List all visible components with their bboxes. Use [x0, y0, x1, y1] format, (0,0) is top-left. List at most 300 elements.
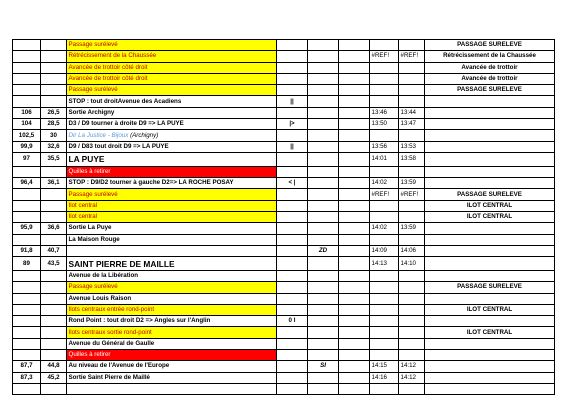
cell-time-2: [399, 40, 425, 51]
cell-km-done: 44,8: [41, 361, 67, 372]
table-row: [13, 152, 555, 166]
cell-code: [308, 223, 339, 234]
cell-direction-symbol: [277, 51, 308, 62]
cell-time-1: [370, 234, 399, 245]
cell-signage: [425, 141, 555, 152]
cell-time-2: [399, 316, 425, 327]
cell-km-done: [41, 40, 67, 51]
cell-direction-symbol: 0 I: [277, 316, 308, 327]
cell-time-1: [370, 62, 399, 73]
instruction-text: La Maison Rouge: [68, 235, 120, 243]
cell-signage: [425, 338, 555, 349]
cell-time-1: [370, 96, 399, 107]
table-row: [13, 257, 555, 271]
instruction-note: (Archigny): [130, 131, 159, 139]
cell-time-2: [399, 73, 425, 84]
cell-direction-symbol: [277, 372, 308, 383]
instruction-text: SAINT PIERRE DE MAILLE: [68, 258, 175, 269]
cell-time-1: 14:09: [370, 245, 399, 256]
table-row: [13, 119, 555, 130]
cell-time-1: 14:16: [370, 372, 399, 383]
instruction-text: Avenue du Général de Gaulle: [68, 339, 155, 347]
cell-km-done: 35,5: [41, 152, 67, 166]
cell-instruction: [67, 130, 277, 141]
cell-km-remaining: [13, 96, 41, 107]
cell-empty: [339, 234, 370, 245]
cell-km-remaining: 104: [13, 119, 41, 130]
cell-direction-symbol: [277, 107, 308, 118]
cell-km-done: [41, 85, 67, 96]
cell-empty: [339, 282, 370, 293]
cell-signage: ILOT CENTRAL: [425, 200, 555, 211]
cell-km-remaining: 95,9: [13, 223, 41, 234]
cell-empty: [339, 40, 370, 51]
cell-km-remaining: 87,3: [13, 372, 41, 383]
cell-time-1: [370, 130, 399, 141]
cell-signage: [425, 293, 555, 304]
cell-time-2: [399, 327, 425, 338]
instruction-text: STOP : D9/D2 tourner à gauche D2=> LA ROCHE POSAY: [68, 179, 234, 187]
cell-km-remaining: 97: [13, 152, 41, 166]
cell-time-2: 14:06: [399, 245, 425, 256]
cell-code: [308, 62, 339, 73]
cell-signage: ILOT CENTRAL: [425, 211, 555, 222]
cell-empty: [339, 200, 370, 211]
instruction-text: Au niveau de l'Avenue de l'Europe: [68, 362, 170, 370]
cell-km-remaining: [13, 234, 41, 245]
cell-code: [308, 96, 339, 107]
cell-km-done: [41, 338, 67, 349]
cell-empty: [339, 119, 370, 130]
table-row: [13, 282, 555, 293]
cell-direction-symbol: [277, 350, 308, 361]
cell-signage: PASSAGE SURELEVE: [425, 85, 555, 96]
cell-signage: [425, 96, 555, 107]
cell-instruction: [67, 293, 277, 304]
cell-empty: [339, 73, 370, 84]
cell-instruction: [67, 73, 277, 84]
cell-time-2: #REF!: [399, 189, 425, 200]
instruction-text: D3 / D9 tourner à droite D9 => LA PUYE: [68, 120, 184, 128]
cell-signage: [425, 372, 555, 383]
cell-time-2: 13:58: [399, 152, 425, 166]
cell-time-2: [399, 200, 425, 211]
cell-time-1: 14:01: [370, 152, 399, 166]
cell-instruction: [67, 372, 277, 383]
cell-km-done: [41, 316, 67, 327]
cell-signage: [425, 119, 555, 130]
cell-time-1: [370, 73, 399, 84]
cell-code: [308, 152, 339, 166]
cell-direction-symbol: [277, 282, 308, 293]
cell-time-2: 13:44: [399, 107, 425, 118]
cell-empty: [339, 130, 370, 141]
cell-km-done: [41, 211, 67, 222]
table-row: [13, 141, 555, 152]
cell-time-2: 13:53: [399, 141, 425, 152]
cell-km-remaining: [13, 189, 41, 200]
cell-km-done: [41, 234, 67, 245]
cell-code: [308, 189, 339, 200]
cell-time-1: 13:56: [370, 141, 399, 152]
table-row: [13, 73, 555, 84]
table-row: [13, 223, 555, 234]
cell-code: [308, 200, 339, 211]
cell-km-remaining: [13, 350, 41, 361]
cell-instruction: [67, 350, 277, 361]
cell-time-1: [370, 383, 399, 394]
cell-instruction: [67, 234, 277, 245]
cell-time-1: [370, 85, 399, 96]
cell-instruction: [67, 166, 277, 177]
cell-instruction: [67, 40, 277, 51]
cell-empty: [339, 211, 370, 222]
cell-signage: [425, 316, 555, 327]
cell-signage: [425, 107, 555, 118]
cell-code: ZD: [308, 245, 339, 256]
cell-time-1: 14:02: [370, 178, 399, 189]
table-row: [13, 211, 555, 222]
table-row: [13, 304, 555, 315]
cell-empty: [339, 350, 370, 361]
cell-signage: PASSAGE SURELEVE: [425, 282, 555, 293]
cell-time-2: [399, 338, 425, 349]
instruction-text: Avenue de la Libération: [68, 272, 139, 280]
cell-direction-symbol: [277, 327, 308, 338]
cell-time-2: [399, 130, 425, 141]
cell-km-done: [41, 73, 67, 84]
cell-signage: [425, 130, 555, 141]
table-row: [13, 189, 555, 200]
cell-direction-symbol: [277, 211, 308, 222]
cell-instruction: [67, 304, 277, 315]
cell-km-done: 40,7: [41, 245, 67, 256]
cell-empty: [339, 361, 370, 372]
table-row: [13, 270, 555, 281]
cell-km-remaining: [13, 304, 41, 315]
cell-time-1: [370, 293, 399, 304]
cell-time-1: #REF!: [370, 189, 399, 200]
cell-signage: [425, 350, 555, 361]
table-row: [13, 85, 555, 96]
cell-empty: [339, 223, 370, 234]
cell-time-2: 14:12: [399, 372, 425, 383]
cell-km-remaining: [13, 383, 41, 394]
cell-km-done: [41, 270, 67, 281]
cell-signage: [425, 166, 555, 177]
cell-time-2: [399, 166, 425, 177]
cell-time-1: [370, 282, 399, 293]
cell-km-remaining: 99,9: [13, 141, 41, 152]
instruction-text: Avancée de trottoir côté droit: [68, 75, 148, 83]
instruction-text: Passage surélevé: [68, 41, 118, 49]
instruction-text: Avenue Louis Raison: [68, 294, 132, 302]
table-row: [13, 293, 555, 304]
cell-signage: [425, 361, 555, 372]
table-row: [13, 383, 555, 394]
cell-time-1: [370, 304, 399, 315]
cell-instruction: [67, 245, 277, 256]
cell-time-2: [399, 282, 425, 293]
cell-time-1: #REF!: [370, 51, 399, 62]
instruction-text: Ilots centraux entrée rond-point: [68, 305, 155, 313]
cell-empty: [339, 96, 370, 107]
cell-km-remaining: [13, 73, 41, 84]
cell-instruction: [67, 211, 277, 222]
cell-km-remaining: [13, 166, 41, 177]
table-row: [13, 166, 555, 177]
cell-time-2: 14:12: [399, 361, 425, 372]
cell-empty: [339, 178, 370, 189]
cell-signage: [425, 223, 555, 234]
cell-km-remaining: [13, 51, 41, 62]
cell-time-1: [370, 350, 399, 361]
cell-time-1: [370, 40, 399, 51]
cell-km-remaining: [13, 270, 41, 281]
cell-km-remaining: [13, 211, 41, 222]
cell-direction-symbol: [277, 130, 308, 141]
cell-km-remaining: [13, 200, 41, 211]
cell-time-2: [399, 350, 425, 361]
instruction-text: Passage surélevé: [68, 190, 118, 198]
cell-km-done: [41, 293, 67, 304]
cell-time-2: 14:10: [399, 257, 425, 271]
table-row: [13, 350, 555, 361]
table-row: [13, 62, 555, 73]
cell-instruction: [67, 189, 277, 200]
instruction-text: Dir La Justice - Bijoux: [68, 131, 129, 139]
cell-signage: Avancée de trottoir: [425, 62, 555, 73]
cell-km-remaining: 102,5: [13, 130, 41, 141]
table-row: [13, 245, 555, 256]
cell-code: [308, 304, 339, 315]
cell-signage: ILOT CENTRAL: [425, 304, 555, 315]
instruction-text: Quilles à retirer: [68, 351, 111, 359]
cell-time-2: [399, 211, 425, 222]
cell-empty: [339, 62, 370, 73]
cell-km-remaining: 89: [13, 257, 41, 271]
cell-time-2: [399, 85, 425, 96]
table-row: [13, 200, 555, 211]
cell-km-done: [41, 200, 67, 211]
table-row: [13, 96, 555, 107]
cell-km-done: [41, 304, 67, 315]
cell-instruction: [67, 223, 277, 234]
instruction-text: Sortie La Puye: [68, 224, 112, 232]
cell-km-done: 43,5: [41, 257, 67, 271]
cell-code: [308, 316, 339, 327]
cell-time-2: 13:59: [399, 223, 425, 234]
cell-direction-symbol: ||: [277, 96, 308, 107]
cell-direction-symbol: [277, 85, 308, 96]
cell-code: [308, 282, 339, 293]
cell-direction-symbol: [277, 40, 308, 51]
cell-signage: Avancée de trottoir: [425, 73, 555, 84]
cell-km-done: [41, 327, 67, 338]
cell-time-1: 13:50: [370, 119, 399, 130]
roadbook-table: [12, 39, 555, 395]
cell-direction-symbol: [277, 200, 308, 211]
instruction-text: Passage surélevé: [68, 86, 118, 94]
cell-empty: [339, 304, 370, 315]
cell-signage: [425, 234, 555, 245]
cell-km-done: 26,5: [41, 107, 67, 118]
cell-instruction: [67, 200, 277, 211]
cell-instruction: [67, 383, 277, 394]
cell-direction-symbol: [277, 383, 308, 394]
cell-code: [308, 40, 339, 51]
cell-time-2: 13:47: [399, 119, 425, 130]
instruction-text: Quilles à retirer: [68, 167, 111, 175]
table-row: [13, 178, 555, 189]
cell-code: [308, 141, 339, 152]
cell-direction-symbol: [277, 257, 308, 271]
cell-code: [308, 130, 339, 141]
cell-code: [308, 119, 339, 130]
cell-instruction: [67, 338, 277, 349]
cell-code: [308, 85, 339, 96]
cell-km-done: 45,2: [41, 372, 67, 383]
cell-direction-symbol: [277, 234, 308, 245]
cell-instruction: [67, 178, 277, 189]
cell-empty: [339, 257, 370, 271]
cell-code: [308, 350, 339, 361]
table-row: [13, 130, 555, 141]
cell-code: [308, 257, 339, 271]
cell-code: SI: [308, 361, 339, 372]
cell-km-done: 30: [41, 130, 67, 141]
cell-empty: [339, 372, 370, 383]
cell-instruction: [67, 361, 277, 372]
cell-km-done: 36,1: [41, 178, 67, 189]
cell-signage: Rétrécissement de la Chaussée: [425, 51, 555, 62]
cell-direction-symbol: [277, 245, 308, 256]
cell-km-remaining: [13, 85, 41, 96]
instruction-text: STOP : tout droitAvenue des Acadiens: [68, 97, 182, 105]
cell-code: [308, 383, 339, 394]
cell-code: [308, 166, 339, 177]
cell-instruction: [67, 51, 277, 62]
cell-signage: PASSAGE SURELEVE: [425, 40, 555, 51]
cell-signage: [425, 383, 555, 394]
cell-km-done: [41, 62, 67, 73]
cell-empty: [339, 293, 370, 304]
cell-km-remaining: 87,7: [13, 361, 41, 372]
table-row: [13, 107, 555, 118]
table-row: [13, 316, 555, 327]
instruction-text: D9 / D83 tout droit D9 => LA PUYE: [68, 142, 169, 150]
cell-instruction: [67, 270, 277, 281]
table-row: [13, 361, 555, 372]
cell-instruction: [67, 152, 277, 166]
cell-empty: [339, 85, 370, 96]
cell-instruction: [67, 107, 277, 118]
instruction-text: Ilot central: [68, 201, 98, 209]
instruction-text: LA PUYE: [68, 154, 105, 165]
cell-signage: PASSAGE SURELEVE: [425, 189, 555, 200]
instruction-text: Sortie Saint Pierre de Maillé: [68, 373, 150, 381]
instruction-text: Avancée de trottoir côté droit: [68, 63, 148, 71]
cell-km-remaining: [13, 293, 41, 304]
cell-km-remaining: [13, 40, 41, 51]
cell-instruction: [67, 141, 277, 152]
cell-km-remaining: 91,8: [13, 245, 41, 256]
cell-km-done: [41, 383, 67, 394]
cell-empty: [339, 51, 370, 62]
cell-km-done: [41, 96, 67, 107]
cell-signage: [425, 152, 555, 166]
table-row: [13, 338, 555, 349]
cell-time-2: #REF!: [399, 51, 425, 62]
cell-instruction: [67, 257, 277, 271]
cell-signage: [425, 270, 555, 281]
cell-instruction: [67, 316, 277, 327]
cell-instruction: [67, 119, 277, 130]
cell-direction-symbol: [277, 293, 308, 304]
cell-code: [308, 270, 339, 281]
cell-empty: [339, 141, 370, 152]
cell-time-1: [370, 211, 399, 222]
cell-empty: [339, 316, 370, 327]
cell-code: [308, 178, 339, 189]
cell-empty: [339, 383, 370, 394]
cell-time-2: [399, 234, 425, 245]
cell-signage: [425, 257, 555, 271]
cell-code: [308, 73, 339, 84]
cell-code: [308, 327, 339, 338]
cell-empty: [339, 152, 370, 166]
cell-km-done: 32,6: [41, 141, 67, 152]
cell-empty: [339, 245, 370, 256]
cell-signage: [425, 245, 555, 256]
cell-km-done: 36,6: [41, 223, 67, 234]
cell-km-done: [41, 189, 67, 200]
cell-direction-symbol: ||: [277, 141, 308, 152]
instruction-text: Passage surélevé: [68, 283, 118, 291]
cell-time-1: [370, 200, 399, 211]
cell-time-1: 13:46: [370, 107, 399, 118]
cell-direction-symbol: [277, 152, 308, 166]
cell-time-2: 13:59: [399, 178, 425, 189]
table-row: [13, 372, 555, 383]
cell-signage: [425, 178, 555, 189]
roadbook-rows: [13, 40, 555, 395]
cell-code: [308, 107, 339, 118]
cell-km-done: [41, 51, 67, 62]
cell-km-done: 28,5: [41, 119, 67, 130]
cell-empty: [339, 270, 370, 281]
cell-code: [308, 51, 339, 62]
cell-direction-symbol: [277, 270, 308, 281]
cell-direction-symbol: [277, 62, 308, 73]
cell-time-2: [399, 293, 425, 304]
cell-direction-symbol: [277, 361, 308, 372]
cell-time-1: [370, 338, 399, 349]
cell-direction-symbol: [277, 166, 308, 177]
cell-km-remaining: [13, 316, 41, 327]
cell-instruction: [67, 282, 277, 293]
cell-empty: [339, 327, 370, 338]
cell-direction-symbol: [277, 73, 308, 84]
cell-km-remaining: 106: [13, 107, 41, 118]
cell-time-1: 14:02: [370, 223, 399, 234]
cell-time-1: [370, 166, 399, 177]
table-row: [13, 51, 555, 62]
cell-empty: [339, 189, 370, 200]
cell-time-1: [370, 316, 399, 327]
cell-code: [308, 211, 339, 222]
cell-time-2: [399, 96, 425, 107]
